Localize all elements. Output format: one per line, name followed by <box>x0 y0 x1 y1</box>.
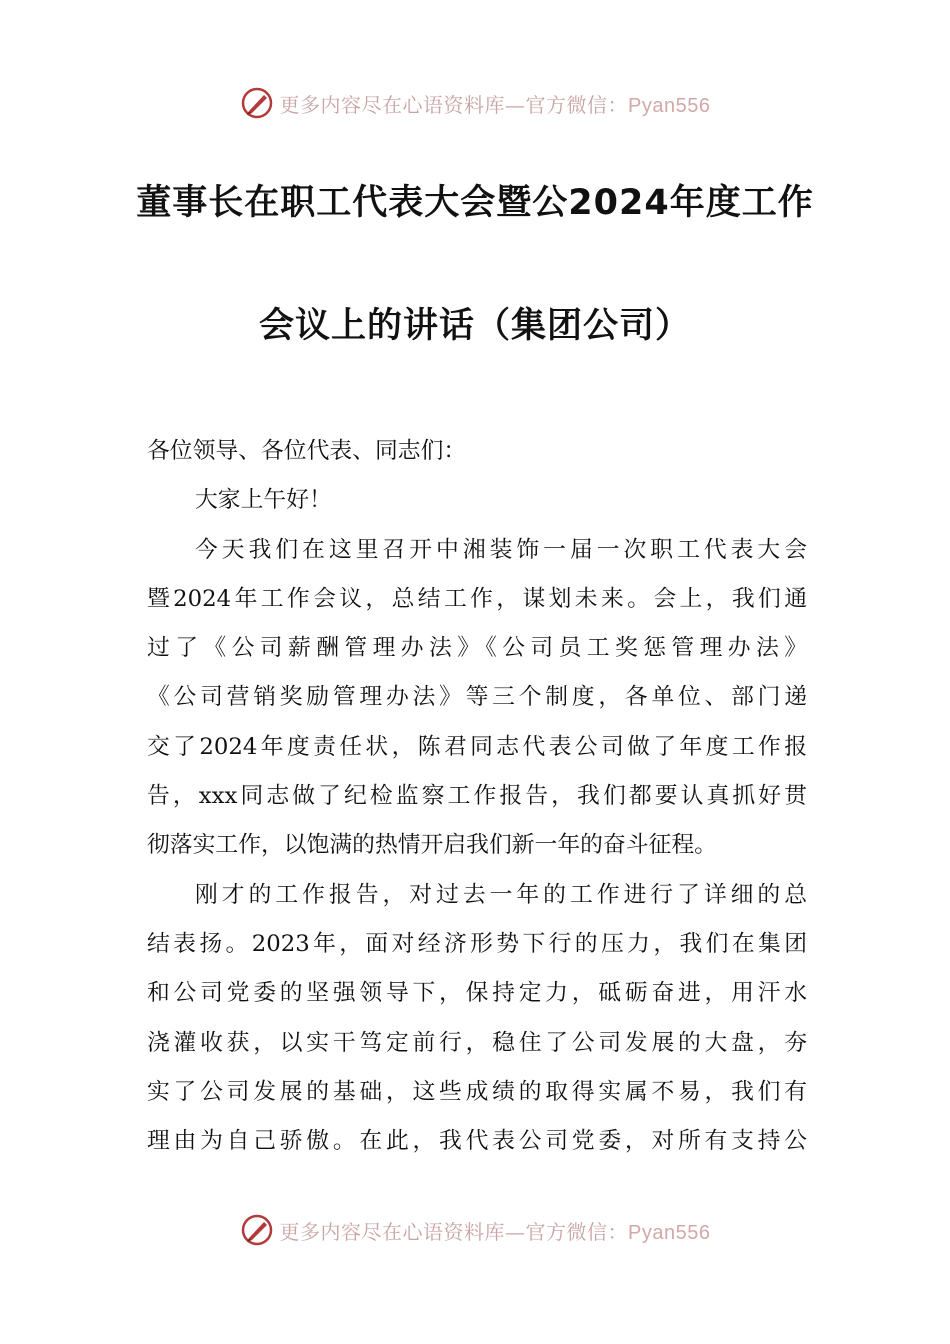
salutation: 各位领导、各位代表、同志们： <box>147 438 467 464</box>
paragraph-line: 理由为自己骄傲。在此，我代表公司党委，对所有支持公 <box>147 1128 807 1155</box>
paragraph-line: 告，xxx同志做了纪检监察工作报告，我们都要认真抓好贯 <box>147 783 807 810</box>
paragraph-line: 暨2024年工作会议，总结工作，谋划未来。会上，我们通 <box>147 585 807 612</box>
paragraph-line: 结表扬。2023年，面对经济形势下行的压力，我们在集团 <box>147 930 807 957</box>
paragraph-line: 《公司营销奖励管理办法》等三个制度，各单位、部门递 <box>147 684 807 711</box>
paragraph-line: 彻落实工作，以饱满的热情开启我们新一年的奋斗征程。 <box>147 832 717 859</box>
document-body <box>147 427 807 1166</box>
paragraph-line: 今天我们在这里召开中湘装饰一届一次职工代表大会 <box>195 536 807 563</box>
watermark-header <box>0 86 950 120</box>
document-title-line-2: 会议上的讲话（集团公司） <box>258 306 691 346</box>
paragraph-line: 和公司党委的坚强领导下，保持定力，砥砺奋进，用汗水 <box>147 980 807 1007</box>
paragraph-line: 交了2024年度责任状，陈君同志代表公司做了年度工作报 <box>147 733 807 760</box>
paragraph-line: 实了公司发展的基础，这些成绩的取得实属不易，我们有 <box>147 1078 807 1105</box>
watermark-text: 更多内容尽在心语资料库—官方微信：Pyan556 <box>279 92 711 117</box>
watermark-text: 更多内容尽在心语资料库—官方微信：Pyan556 <box>279 1219 711 1244</box>
wechat-id: Pyan556 <box>628 94 711 117</box>
pen-logo-icon <box>240 1213 274 1247</box>
paragraph-line: 刚才的工作报告，对过去一年的工作进行了详细的总 <box>195 881 807 908</box>
wechat-id: Pyan556 <box>628 1221 711 1244</box>
greeting: 大家上午好！ <box>195 487 332 514</box>
paragraph-line: 浇灌收获，以实干笃定前行，稳住了公司发展的大盘，夯 <box>147 1029 807 1056</box>
pen-logo-icon <box>240 86 274 120</box>
document-title-line-1: 董事长在职工代表大会暨公2024年度工作 <box>136 183 814 223</box>
paragraph-line: 过了《公司薪酬管理办法》《公司员工奖惩管理办法》 <box>147 635 807 662</box>
watermark-footer <box>0 1213 950 1247</box>
